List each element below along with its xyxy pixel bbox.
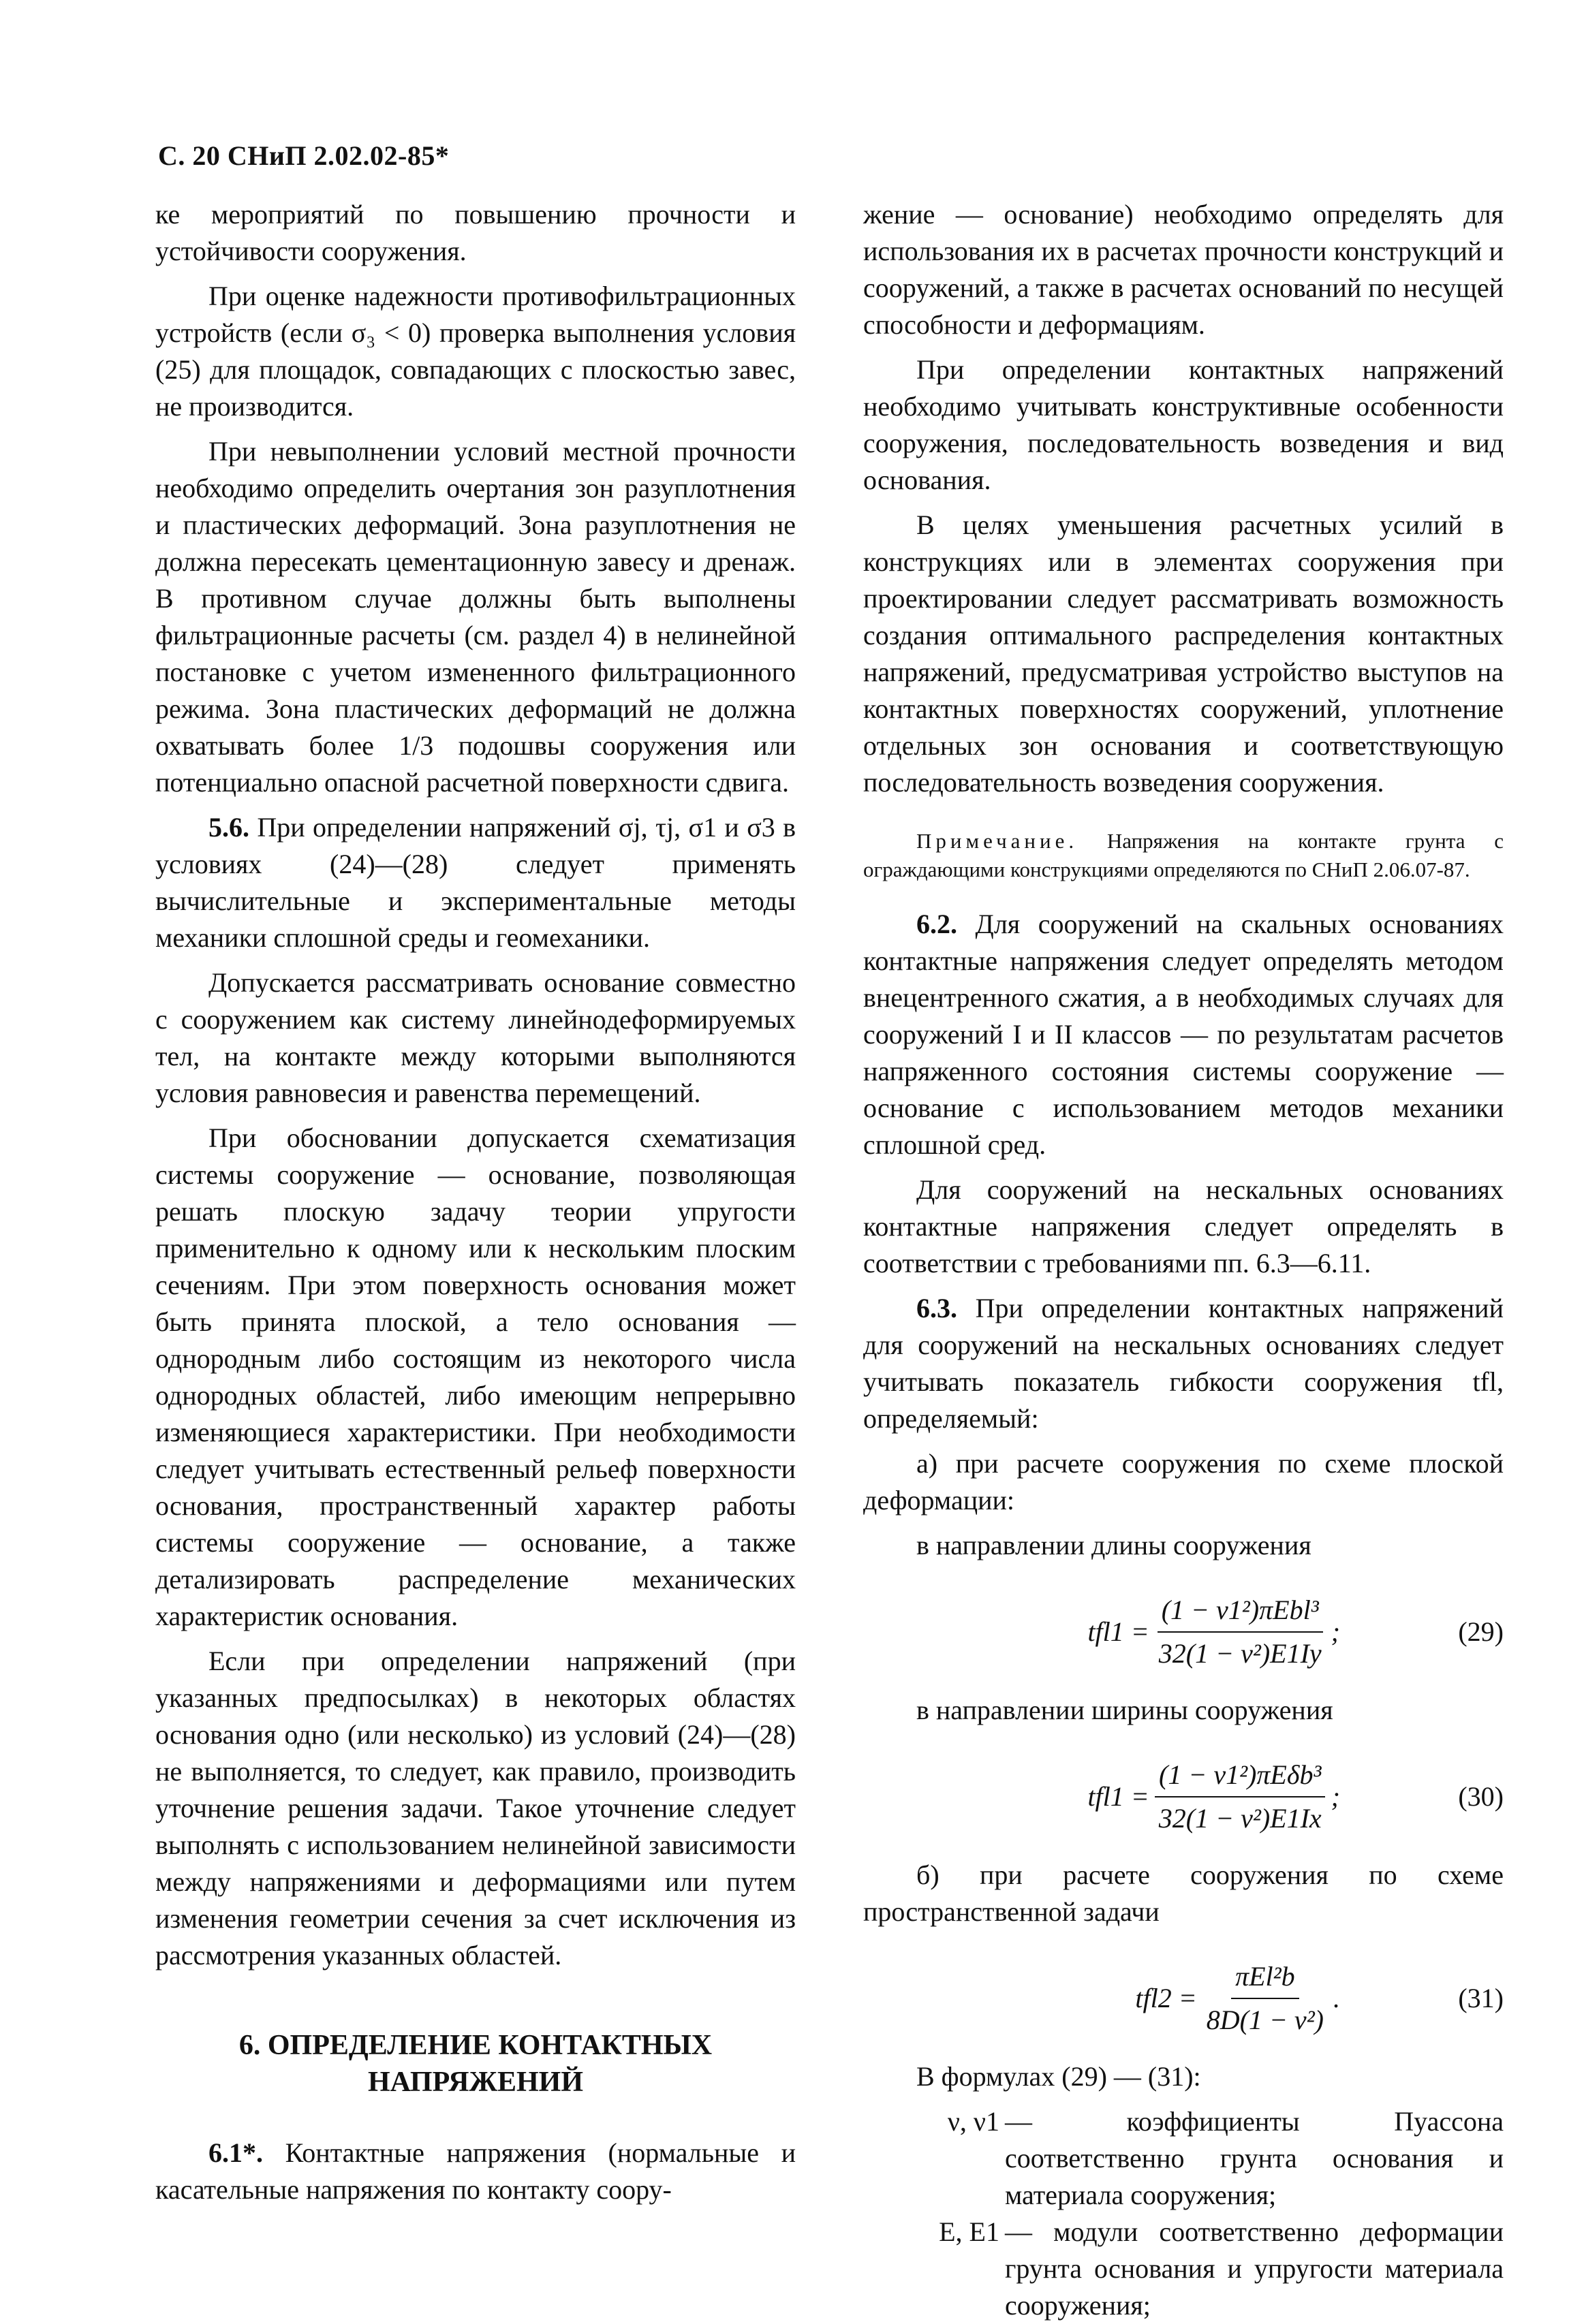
paragraph: Допускается рассматривать основание совместно с сооружением как систему линейнодеформируемых тел, на контакте между которыми выполняются условия равновесия и равенства перемещений. <box>155 967 796 1108</box>
left-column <box>155 196 796 2216</box>
section-title-line-2: НАПРЯЖЕНИЙ <box>367 2067 584 2098</box>
formula-31 <box>863 1938 1504 2058</box>
formula-30 <box>863 1737 1504 1857</box>
paragraph: В целях уменьшения расчетных усилий в конструкциях или в элементах сооружения при проектировании следует рассматривать возможность создания оптимального распределения контактных напряжений, предусматривая устройство выступов на контактных поверхностях сооружений, уплотнение отдельных зон основания и соответствующую последовательность возведения сооружения. <box>863 509 1504 798</box>
paragraph: Для сооружений на нескальных основаниях контактные напряжения следует определять в соответствии с требованиями пп. 6.3—6.11. <box>863 1174 1504 1278</box>
paragraph: ке мероприятий по повышению прочности и устойчивости сооружения. <box>155 199 796 266</box>
equation-number: (30) <box>1458 1781 1504 1812</box>
definition-text: — модули соответственно деформации грунта основания и упругости материала сооружения; <box>1005 2216 1504 2321</box>
paragraph-text: При определении напряжений σj, τj, σ1 и σ3 в условиях (24)—(28) следует применять вычислительные и экспериментальные методы механики сплошной среды и геомеханики. <box>155 812 796 953</box>
definition-symbol: E, E1 <box>939 2216 999 2247</box>
paragraph-text: Контактные напряжения (нормальные и касательные напряжения по контакту соору- <box>155 2137 796 2205</box>
equation-number: (31) <box>1458 1983 1504 2013</box>
denominator: 32(1 − ν²)E1Ix <box>1158 1803 1322 1834</box>
right-column <box>863 196 1504 2324</box>
definition-row <box>863 2214 1504 2324</box>
paragraph: б) при расчете сооружения по схеме пространственной задачи <box>863 1859 1504 1927</box>
denominator: 32(1 − ν²)E1Iy <box>1158 1638 1322 1669</box>
clause-number: 6.1*. <box>208 2137 263 2168</box>
paragraph: жение — основание) необходимо определять для использования их в расчетах прочности конструкций и сооружений, а также в расчетах оснований по несущей способности и деформациям. <box>863 199 1504 340</box>
section-title <box>155 2027 796 2101</box>
paragraph-text: Для сооружений на скальных основаниях контактные напряжения следует определять методом внецентренного сжатия, а в необходимых случаях для сооружений I и II классов — по результатам расчетов напряженного состояния системы сооружение — основание с использованием методов механики сплошной сред. <box>863 909 1504 1160</box>
paragraph: При невыполнении условий местной прочности необходимо определить очертания зон разуплотнения и пластических деформаций. Зона разуплотнения не должна пересекать цементационную завесу и дренаж. В противном случае должны быть выполнены фильтрационные расчеты (см. раздел 4) в нелинейной постановке с учетом измененного фильтрационного режима. Зона пластических деформаций не должна охватывать более 1/3 подошвы сооружения или потенциально опасной расчетной поверхности сдвига. <box>155 436 796 798</box>
numerator: πEl²b <box>1231 1958 1299 1999</box>
formula-lhs: tfl1 = <box>1087 1616 1149 1647</box>
formula-29 <box>863 1572 1504 1692</box>
paragraph: В формулах (29) — (31): <box>916 2061 1201 2092</box>
paragraph-6-2 <box>863 906 1504 1163</box>
denominator: 8D(1 − ν²) <box>1206 2005 1324 2035</box>
formula-lhs: tfl2 = <box>1135 1983 1197 2013</box>
clause-number: 6.2. <box>916 909 957 939</box>
fraction <box>1202 1958 1328 2039</box>
numerator: (1 − ν1²)πEbl³ <box>1158 1592 1323 1633</box>
paragraph: в направлении ширины сооружения <box>916 1695 1333 1725</box>
note-text: Напряжения на контакте грунта с ограждающими конструкциями определяются по СНиП 2.06.07-87. <box>863 829 1504 881</box>
page-header: С. 20 СНиП 2.02.02-85* <box>158 140 450 171</box>
formula-body: tfl1 = $\frac{\text{(1 − ν1²)πEbl³}}{\text{32(1 − ν²)E1Iy}}$ ; <box>1087 1592 1340 1672</box>
fraction <box>1155 1757 1326 1837</box>
equation-number: (29) <box>1458 1616 1504 1647</box>
definition-text: — коэффициенты Пуассона соответственно грунта основания и материала сооружения; <box>1005 2106 1504 2210</box>
paragraph: При оценке надежности противофильтрационных устройств (если σ₃ < 0) проверка выполнения условия (25) для площадок, совпадающих с плоскостью завес, не производится. <box>155 281 796 422</box>
paragraph-text: При определении контактных напряжений для сооружений на нескальных основаниях следует учитывать показатель гибкости сооружения tfl, определяемый: <box>863 1293 1504 1434</box>
paragraph: При обосновании допускается схематизация системы сооружение — основание, позволяющая решать плоскую задачу теории упругости применительно к одному или к нескольким плоским сечениям. При этом поверхность основания может быть принята плоской, а тело основания — однородным либо состоящим из некоторого числа однородных областей, либо имеющим непрерывно изменяющиеся характеристики. При необходимости следует учитывать естественный рельеф поверхности основания, пространственный характер работы системы сооружение — основание, а также детализировать распределение механических характеристик основания. <box>155 1122 796 1631</box>
definition-symbol: ν, ν1 <box>947 2106 999 2137</box>
paragraph-6-3 <box>863 1290 1504 1437</box>
note <box>863 827 1504 884</box>
clause-number: 5.6. <box>208 812 249 843</box>
paragraph: При определении контактных напряжений необходимо учитывать конструктивные особенности сооружения, последовательность возведения и вид основания. <box>863 354 1504 495</box>
paragraph: а) при расчете сооружения по схеме плоской деформации: <box>863 1448 1504 1516</box>
note-label: Примечание. <box>916 829 1078 853</box>
paragraph: в направлении длины сооружения <box>916 1530 1311 1560</box>
fraction <box>1155 1592 1326 1672</box>
paragraph: Если при определении напряжений (при указанных предпосылках) в некоторых областях основания одно (или несколько) из условий (24)—(28) не выполняется, то следует, как правило, производить уточнение решения задачи. Такое уточнение следует выполнять с использованием нелинейной зависимости между напряжениями и деформациями или путем изменения геометрии сечения за счет исключения из рассмотрения указанных областей. <box>155 1646 796 1970</box>
paragraph-6-1 <box>155 2135 796 2208</box>
formula-lhs: tfl1 = <box>1087 1781 1149 1812</box>
section-title-line-1: 6. ОПРЕДЕЛЕНИЕ КОНТАКТНЫХ <box>238 2030 713 2061</box>
numerator: (1 − ν1²)πEδb³ <box>1155 1757 1325 1797</box>
formula-body: tfl2 = $\frac{\text{πEl²b}}{\text{8D(1 − ν²)}}$ . <box>1135 1958 1340 2039</box>
paragraph-5-6 <box>155 809 796 956</box>
definition-row <box>863 2103 1504 2214</box>
clause-number: 6.3. <box>916 1293 957 1323</box>
formula-body: tfl1 = $\frac{\text{(1 − ν1²)πEδb³}}{\text{32(1 − ν²)E1Ix}}$ ; <box>1087 1757 1340 1837</box>
